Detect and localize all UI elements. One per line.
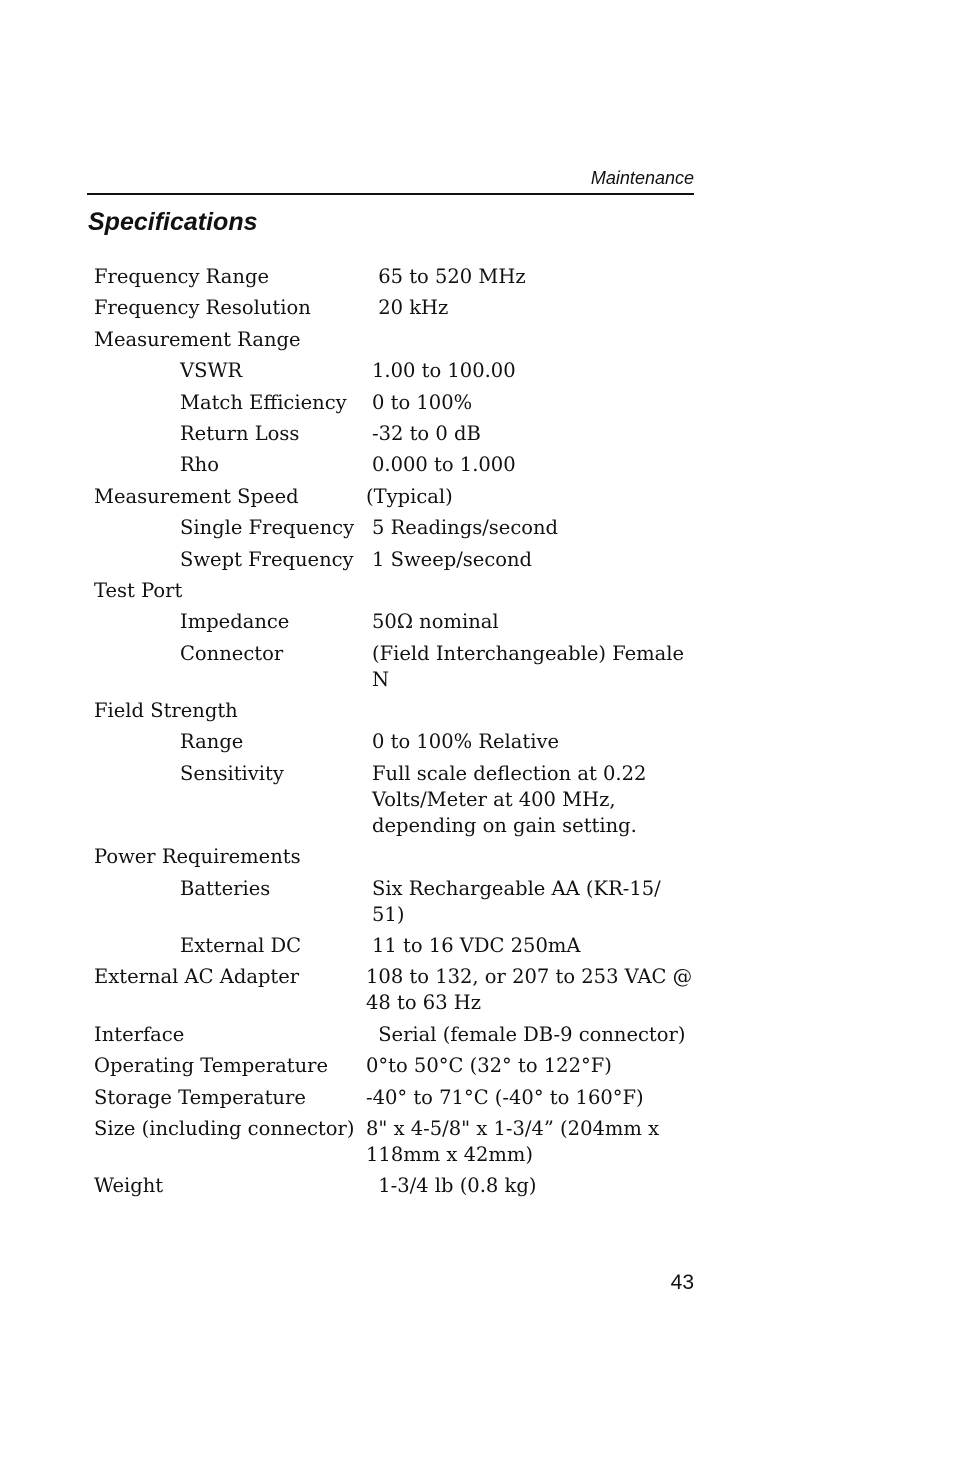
spec-label: External AC Adapter <box>94 965 300 989</box>
spec-label: VSWR <box>180 359 243 383</box>
spec-row <box>94 547 694 573</box>
spec-label: Storage Temperature <box>94 1085 306 1109</box>
spec-label: Frequency Range <box>94 265 270 288</box>
spec-value: 20 kHz <box>372 296 449 320</box>
spec-row <box>94 761 694 839</box>
spec-label: Single Frequency <box>180 516 355 540</box>
spec-value: (Field Interchangeable) Female N <box>372 641 685 691</box>
spec-row <box>94 264 694 290</box>
spec-row <box>94 729 694 755</box>
spec-value: 11 to 16 VDC 250mA <box>372 934 581 958</box>
spec-row <box>94 641 694 693</box>
spec-value: 5 Readings/second <box>372 516 559 540</box>
spec-label: Operating Temperature <box>94 1054 329 1078</box>
spec-row <box>94 452 694 478</box>
spec-value: Full scale deflection at 0.22 Volts/Meter at 400 MHz, depending on gain setting. <box>372 761 647 837</box>
spec-value: (Typical) <box>366 484 453 508</box>
spec-row <box>94 609 694 635</box>
spec-label: Impedance <box>180 610 290 634</box>
spec-label: Sensitivity <box>180 761 284 785</box>
spec-label: Measurement Speed <box>94 484 299 508</box>
spec-value: -40° to 71°C (-40° to 160°F) <box>366 1085 644 1109</box>
spec-row <box>94 844 694 870</box>
section-title: Specifications <box>88 208 258 236</box>
spec-label: Range <box>180 730 244 754</box>
spec-value: 1-3/4 lb (0.8 kg) <box>372 1174 537 1198</box>
spec-value: 0 to 100% <box>372 390 473 414</box>
spec-row <box>94 421 694 447</box>
spec-value: 0°to 50°C (32° to 122°F) <box>366 1054 612 1078</box>
spec-label: Interface <box>94 1022 185 1046</box>
spec-value: Six Rechargeable AA (KR-15/ 51) <box>372 876 661 926</box>
spec-row <box>94 515 694 541</box>
spec-row <box>94 390 694 416</box>
spec-row <box>94 358 694 384</box>
spec-value: 0 to 100% Relative <box>372 730 560 754</box>
spec-label: External DC <box>180 934 302 958</box>
spec-row <box>94 1085 694 1111</box>
spec-label: Weight <box>94 1174 164 1198</box>
spec-row <box>94 484 694 510</box>
spec-row <box>94 327 694 353</box>
spec-row <box>94 964 694 1016</box>
spec-label: Swept Frequency <box>180 547 354 571</box>
spec-row <box>94 698 694 724</box>
spec-row <box>94 1173 694 1199</box>
spec-label: Frequency Resolution <box>94 296 311 320</box>
spec-value: 65 to 520 MHz <box>372 265 526 288</box>
spec-label: Batteries <box>180 876 271 900</box>
spec-label: Size (including connector) <box>94 1116 355 1140</box>
spec-row <box>94 876 694 928</box>
spec-label: Measurement Range <box>94 327 301 351</box>
spec-label: Connector <box>180 641 284 665</box>
spec-value: 50Ω nominal <box>372 610 499 634</box>
spec-value: 8" x 4-5/8" x 1-3/4” (204mm x 118mm x 42mm) <box>366 1116 660 1166</box>
running-header: Maintenance <box>590 168 694 188</box>
spec-row <box>94 1116 694 1168</box>
spec-row <box>94 1053 694 1079</box>
spec-value: 1 Sweep/second <box>372 547 533 571</box>
spec-label: Match Efficiency <box>180 390 347 414</box>
spec-label: Field Strength <box>94 699 238 723</box>
spec-value: 1.00 to 100.00 <box>372 359 516 383</box>
spec-row <box>94 933 694 959</box>
spec-label: Return Loss <box>180 421 300 445</box>
spec-row <box>94 1022 694 1048</box>
header-rule <box>87 193 694 195</box>
spec-value: 108 to 132, or 207 to 253 VAC @ 48 to 63 Hz <box>366 965 693 1015</box>
spec-row <box>94 578 694 604</box>
spec-value: -32 to 0 dB <box>372 421 481 445</box>
spec-label: Rho <box>180 453 219 477</box>
spec-label: Test Port <box>94 578 183 602</box>
spec-value: Serial (female DB-9 connector) <box>372 1022 686 1046</box>
spec-table <box>94 264 694 1205</box>
spec-value: 0.000 to 1.000 <box>372 453 516 477</box>
spec-label: Power Requirements <box>94 845 301 869</box>
spec-row <box>94 295 694 321</box>
page-number: 43 <box>670 1271 694 1294</box>
